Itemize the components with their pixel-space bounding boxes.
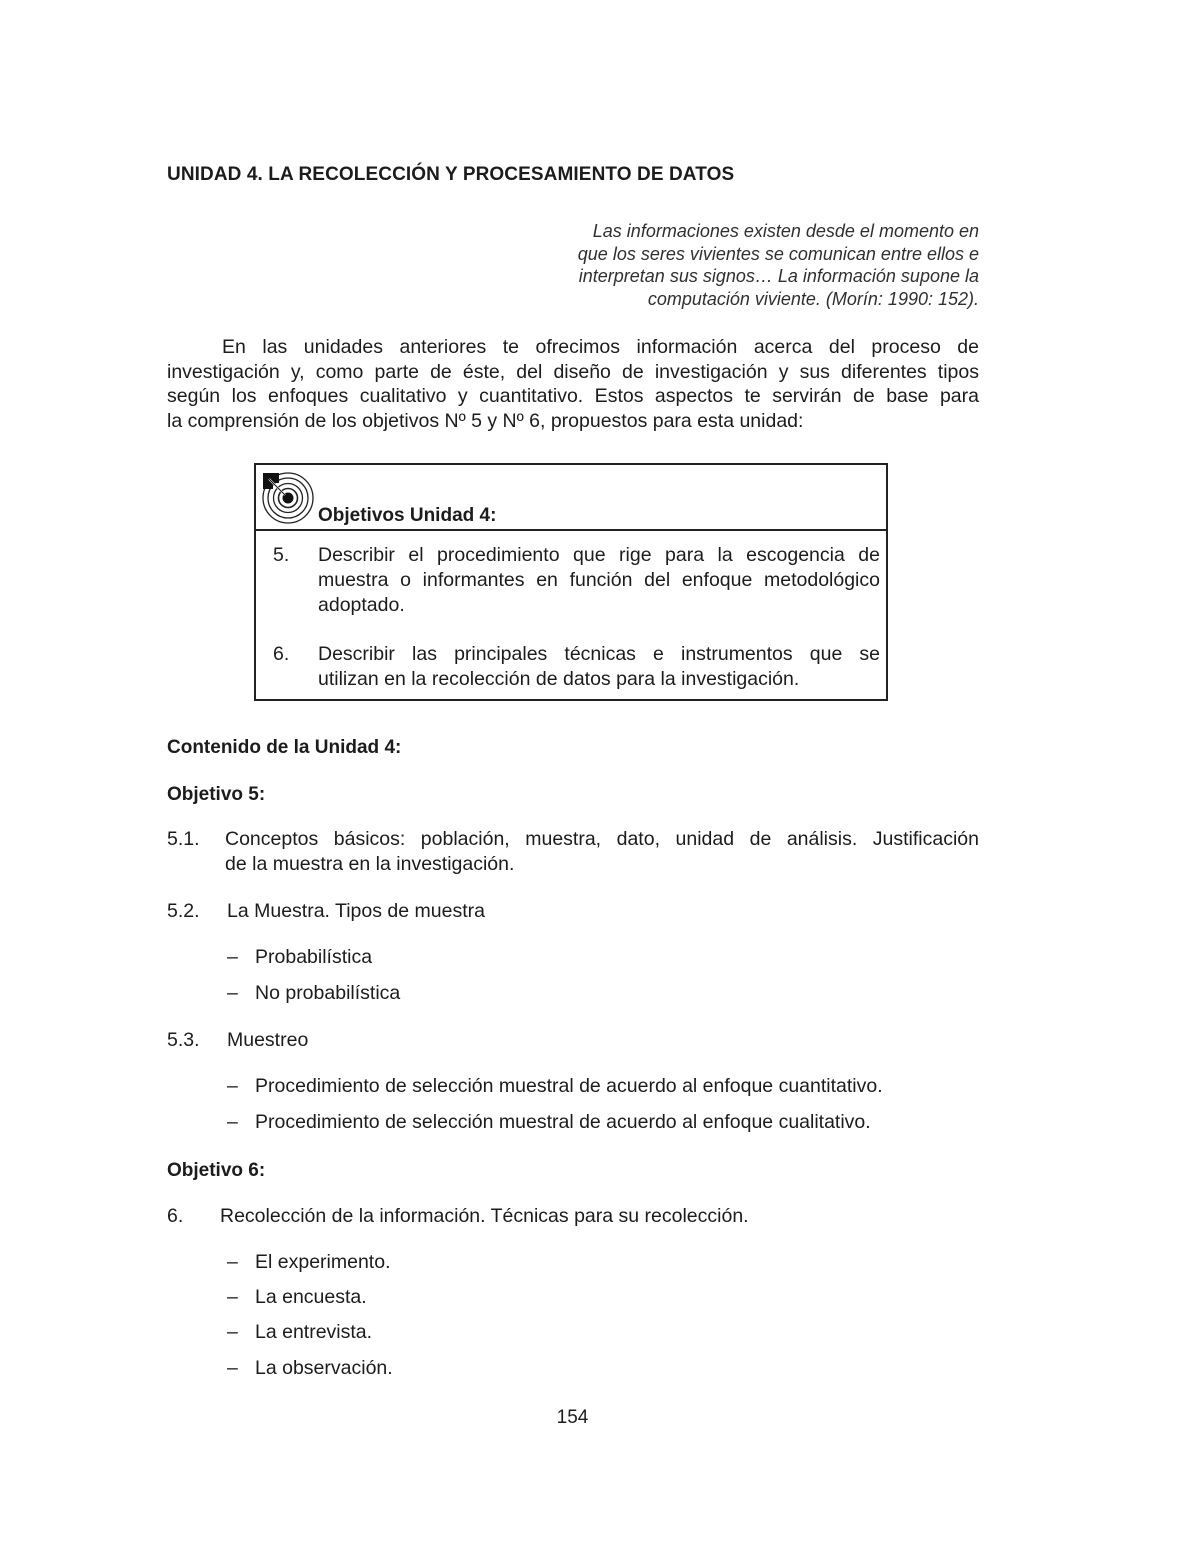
sub-item [227,1321,372,1344]
intro-line: según los enfoques cualitativo y cuantitativo. Estos aspectos te servirán de base para [167,385,979,407]
sub-item [227,1251,390,1274]
dash-marker: – [227,946,238,968]
objective-number: 5. [273,544,290,566]
sub-item [227,1286,367,1309]
item-text [225,827,979,877]
contents-title: Contenido de la Unidad 4: [167,737,402,758]
item-line: de la muestra en la investigación. [225,853,515,875]
dash-marker: – [227,1251,238,1273]
intro-line: la comprensión de los objetivos Nº 5 y Nº 6, propuestos para esta unidad: [167,409,804,432]
sub-item [227,982,400,1005]
objective-text [318,642,880,692]
epigraph-line: interpretan sus signos… La información supone la [578,266,979,286]
sub-item [227,1111,871,1134]
item-line: Muestreo [227,1029,309,1051]
item-number: 5.2. [167,900,200,922]
objective-line: Describir las principales técnicas e instrumentos que se [318,643,880,665]
sub-item-text: Procedimiento de selección muestral de acuerdo al enfoque cuantitativo. [255,1075,883,1097]
dash-marker: – [227,1075,238,1097]
item-number: 6. [167,1205,184,1227]
dash-marker: – [227,1286,238,1308]
objective-line: muestra o informantes en función del enfoque metodológico [318,569,880,591]
item-number: 5.1. [167,828,200,850]
sub-item-text: La observación. [255,1357,393,1379]
sub-item-text: No probabilística [255,982,401,1004]
item-line: Recolección de la información. Técnicas para su recolección. [220,1205,749,1227]
dash-marker: – [227,1357,238,1379]
objective-number: 6. [273,643,290,665]
objective-5-label: Objetivo 5: [167,784,266,805]
objective-line: adoptado. [318,594,405,616]
objective-line: Describir el procedimiento que rige para la escogencia de [318,544,880,566]
sub-item-text: Procedimiento de selección muestral de acuerdo al enfoque cualitativo. [255,1111,871,1133]
intro-line: En las unidades anteriores te ofrecimos información acerca del proceso de [222,336,979,358]
sub-item [227,1357,393,1380]
sub-item [227,946,372,969]
dash-marker: – [227,1321,238,1343]
epigraph-line: que los seres vivientes se comunican entre ellos e [577,243,979,264]
sub-item [227,1075,883,1098]
objective-6-label: Objetivo 6: [167,1160,266,1181]
target-icon [261,471,315,525]
objective-text [318,543,880,618]
item-number: 5.3. [167,1029,200,1051]
objectives-box-header [256,465,886,531]
objectives-box [254,463,888,701]
item-text [220,1204,979,1229]
dash-marker: – [227,1111,238,1133]
dash-marker: – [227,982,238,1004]
epigraph-quote [519,220,979,310]
intro-paragraph [167,335,979,433]
objective-line: utilizan en la recolección de datos para la investigación. [318,668,800,690]
objectives-title: Objetivos Unidad 4: [318,505,497,526]
sub-item-text: La encuesta. [255,1286,367,1308]
item-line: La Muestra. Tipos de muestra [227,900,485,922]
intro-line: investigación y, como parte de éste, del diseño de investigación y sus diferentes tipos [167,360,979,383]
page-number: 154 [556,1407,589,1428]
sub-item-text: La entrevista. [255,1321,373,1343]
sub-item-text: Probabilística [255,946,373,968]
item-text [227,1028,979,1053]
epigraph-line: Las informaciones existen desde el momento en [592,221,979,241]
sub-item-text: El experimento. [255,1251,391,1273]
unit-heading: UNIDAD 4. LA RECOLECCIÓN Y PROCESAMIENTO DE DATOS [167,164,735,185]
item-line: Conceptos básicos: población, muestra, dato, unidad de análisis. Justificación [225,828,979,850]
item-text [227,899,979,924]
epigraph-line: computación viviente. (Morín: 1990: 152). [647,288,979,309]
